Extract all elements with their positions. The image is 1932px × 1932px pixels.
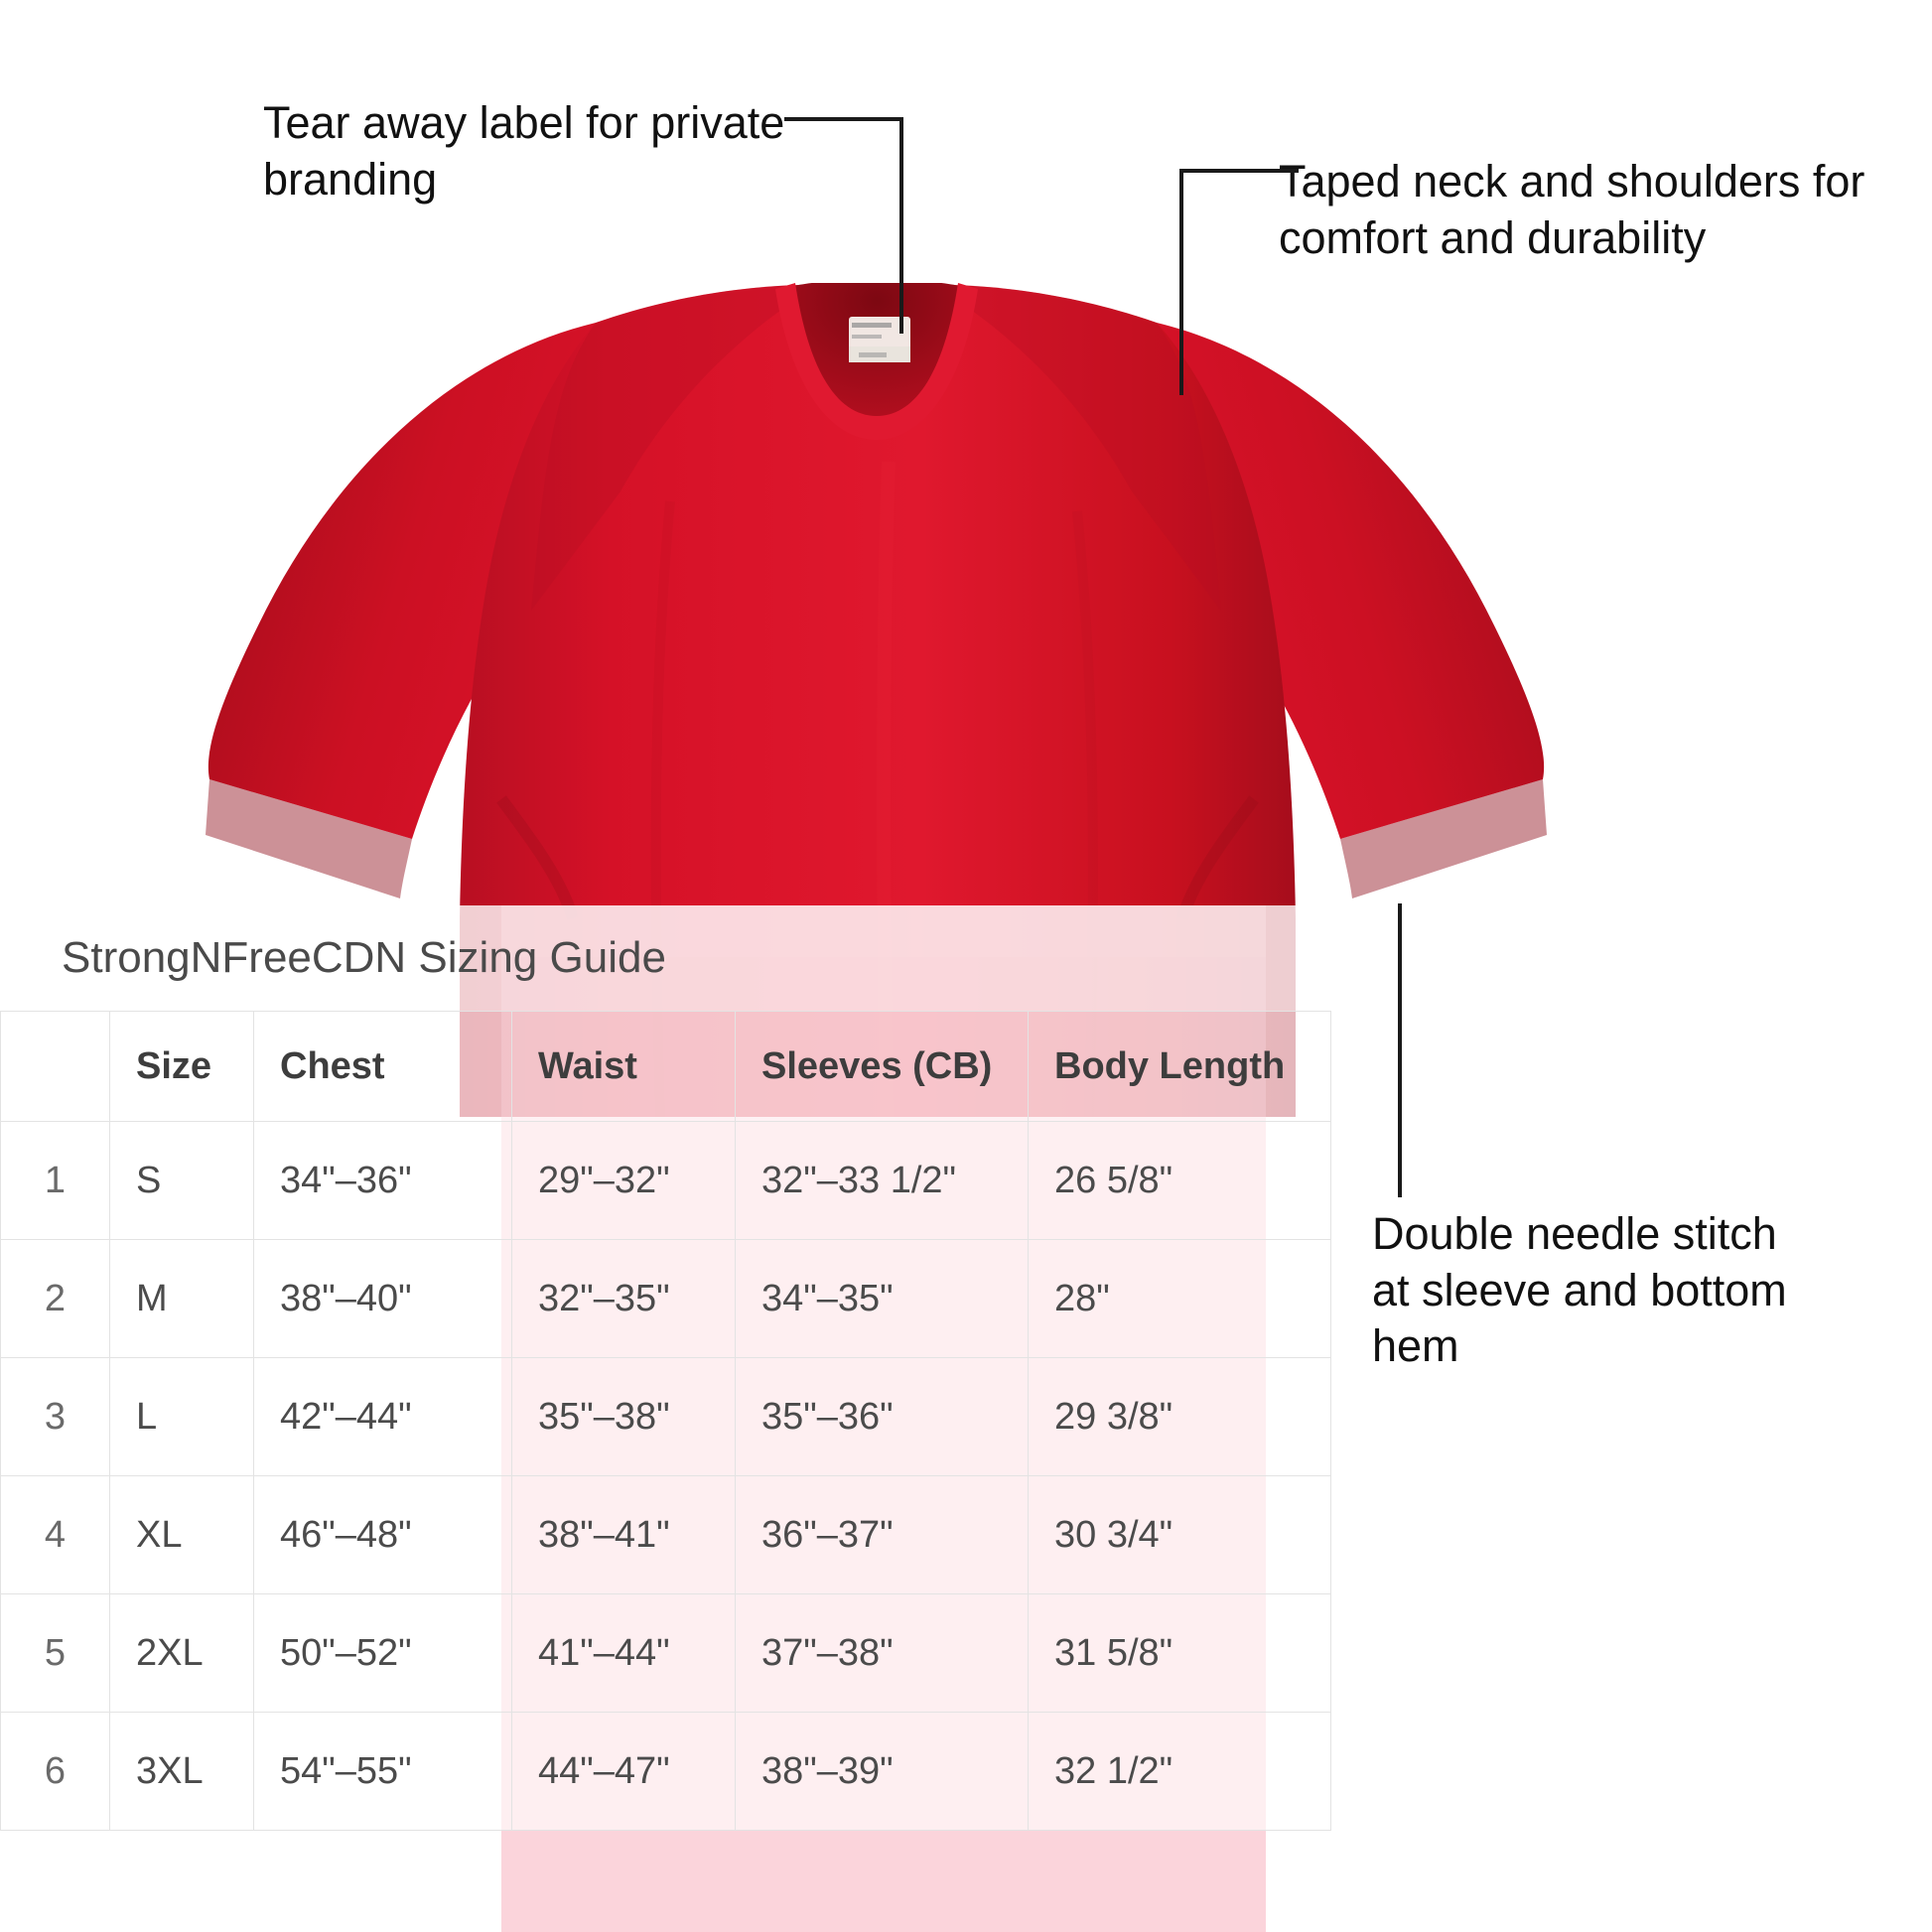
column-header-waist: Waist bbox=[512, 1012, 736, 1122]
cell-body-length: 26 5/8" bbox=[1029, 1122, 1331, 1240]
cell-waist: 41"–44" bbox=[512, 1594, 736, 1713]
cell-sleeves: 32"–33 1/2" bbox=[736, 1122, 1029, 1240]
table-row bbox=[1, 1122, 1331, 1240]
cell-chest: 54"–55" bbox=[254, 1713, 512, 1831]
table-row bbox=[1, 1358, 1331, 1476]
row-index: 1 bbox=[1, 1122, 110, 1240]
cell-waist: 38"–41" bbox=[512, 1476, 736, 1594]
cell-size: L bbox=[110, 1358, 254, 1476]
cell-waist: 29"–32" bbox=[512, 1122, 736, 1240]
cell-size: 3XL bbox=[110, 1713, 254, 1831]
cell-chest: 42"–44" bbox=[254, 1358, 512, 1476]
cell-body-length: 29 3/8" bbox=[1029, 1358, 1331, 1476]
column-header-body-length: Body Length bbox=[1029, 1012, 1331, 1122]
column-header-size: Size bbox=[110, 1012, 254, 1122]
cell-size: 2XL bbox=[110, 1594, 254, 1713]
callout-tear-away-label: Tear away label for private branding bbox=[263, 97, 785, 205]
cell-body-length: 32 1/2" bbox=[1029, 1713, 1331, 1831]
column-header-index bbox=[1, 1012, 110, 1122]
column-header-sleeves: Sleeves (CB) bbox=[736, 1012, 1029, 1122]
table-row bbox=[1, 1240, 1331, 1358]
sizing-guide-panel bbox=[0, 905, 1330, 1831]
callout-taped-neck: Taped neck and shoulders for comfort and durability bbox=[1279, 156, 1865, 263]
row-index: 5 bbox=[1, 1594, 110, 1713]
callout-double-needle-stitch: Double needle stitch at sleeve and bottom hem bbox=[1372, 1208, 1787, 1372]
cell-sleeves: 35"–36" bbox=[736, 1358, 1029, 1476]
table-header-row bbox=[1, 1012, 1331, 1122]
cell-size: XL bbox=[110, 1476, 254, 1594]
row-index: 6 bbox=[1, 1713, 110, 1831]
cell-size: S bbox=[110, 1122, 254, 1240]
table-row bbox=[1, 1476, 1331, 1594]
cell-chest: 46"–48" bbox=[254, 1476, 512, 1594]
cell-chest: 34"–36" bbox=[254, 1122, 512, 1240]
cell-body-length: 30 3/4" bbox=[1029, 1476, 1331, 1594]
table-row bbox=[1, 1594, 1331, 1713]
column-header-chest: Chest bbox=[254, 1012, 512, 1122]
cell-sleeves: 38"–39" bbox=[736, 1713, 1029, 1831]
cell-body-length: 31 5/8" bbox=[1029, 1594, 1331, 1713]
cell-size: M bbox=[110, 1240, 254, 1358]
cell-sleeves: 36"–37" bbox=[736, 1476, 1029, 1594]
cell-waist: 44"–47" bbox=[512, 1713, 736, 1831]
cell-chest: 38"–40" bbox=[254, 1240, 512, 1358]
sizing-guide-title: StrongNFreeCDN Sizing Guide bbox=[0, 905, 1330, 1011]
cell-body-length: 28" bbox=[1029, 1240, 1331, 1358]
neck-label-icon bbox=[849, 317, 910, 362]
row-index: 4 bbox=[1, 1476, 110, 1594]
row-index: 3 bbox=[1, 1358, 110, 1476]
cell-chest: 50"–52" bbox=[254, 1594, 512, 1713]
cell-sleeves: 37"–38" bbox=[736, 1594, 1029, 1713]
row-index: 2 bbox=[1, 1240, 110, 1358]
table-row bbox=[1, 1713, 1331, 1831]
cell-waist: 32"–35" bbox=[512, 1240, 736, 1358]
cell-waist: 35"–38" bbox=[512, 1358, 736, 1476]
sizing-table bbox=[0, 1011, 1331, 1831]
cell-sleeves: 34"–35" bbox=[736, 1240, 1029, 1358]
